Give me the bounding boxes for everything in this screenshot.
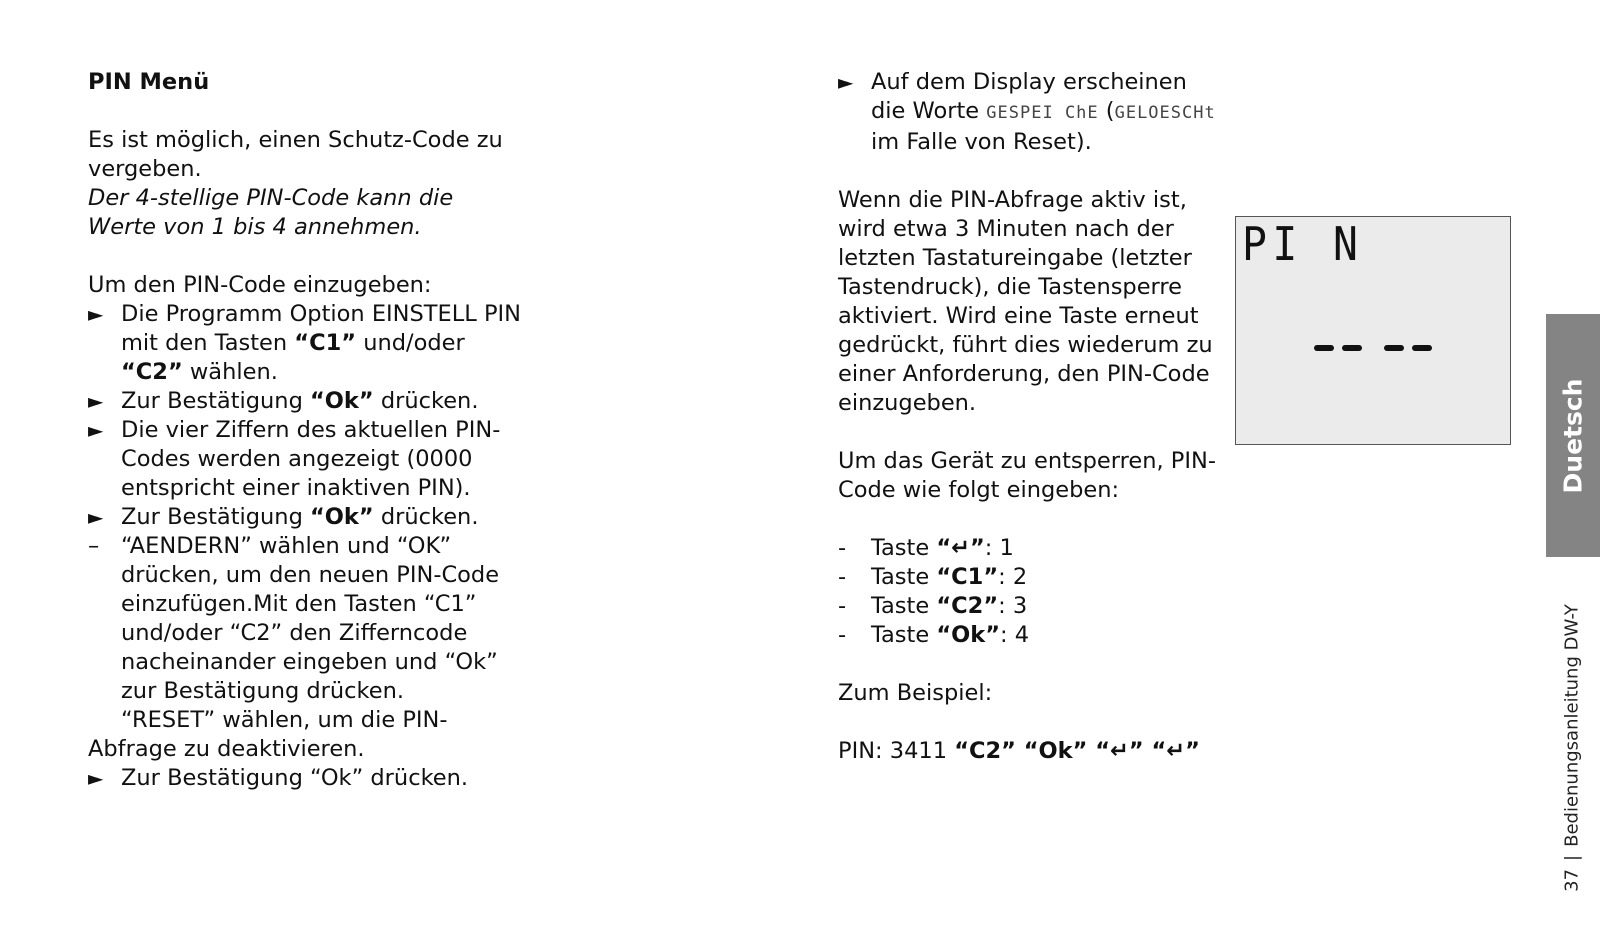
- key-list-item: - Taste “C2”: 3: [838, 593, 1028, 619]
- arrow-icon: ►: [88, 418, 104, 442]
- page-number: 37: [1561, 868, 1583, 892]
- list-item: ► Zur Bestätigung “Ok” drücken.: [88, 504, 479, 530]
- dash-marker: –: [88, 533, 100, 559]
- list-item: ► Auf dem Display erscheinen die Worte GESPEI ChE (GELOESCHt im Falle von Reset).: [838, 69, 1216, 155]
- example-label: Zum Beispiel:: [838, 680, 993, 706]
- intro-text: Es ist möglich, einen Schutz-Code zu vergeben.: [88, 127, 503, 182]
- left-column: [88, 68, 528, 793]
- arrow-icon: ►: [88, 505, 104, 529]
- page-footer: [1548, 593, 1596, 903]
- language-tab-label: Duetsch: [1558, 378, 1588, 493]
- list-item: ► Die Programm Option EINSTELL PIN mit den Tasten “C1” und/oder “C2” wählen.: [88, 301, 522, 385]
- lock-paragraph: Wenn die PIN-Abfrage aktiv ist, wird etwa 3 Minuten nach der letzten Tastatureingabe (letzter Tastendruck), die Tastensperre aktiviert. Wird eine Taste erneut gedrückt, führt dies wiederum zu einer Anforderung, den PIN-Code einzugeben.: [838, 187, 1213, 416]
- key-list-item: - Taste “C1”: 2: [838, 564, 1028, 590]
- list-item: ► Zur Bestätigung “Ok” drücken.: [88, 388, 479, 414]
- intro-italic-text: Der 4-stellige PIN-Code kann die Werte von 1 bis 4 annehmen.: [88, 185, 454, 240]
- right-column: [838, 68, 1218, 766]
- manual-title: Bedienungsanleitung DW-Y: [1561, 604, 1583, 847]
- unlock-paragraph: Um das Gerät zu entsperren, PIN-Code wie folgt eingeben:: [838, 448, 1216, 503]
- section-title: PIN Menü: [88, 69, 210, 95]
- lcd-word-deleted: GELOESCHt: [1114, 103, 1216, 123]
- lcd-pin-text: PI N: [1242, 217, 1364, 271]
- arrow-icon: ►: [88, 766, 104, 790]
- list-item-continuation: Abfrage zu deaktivieren.: [88, 736, 365, 762]
- language-side-tab: [1546, 314, 1600, 557]
- example-pin: PIN: 3411 “C2” “Ok” “↵” “↵”: [838, 738, 1200, 764]
- key-list-item: - Taste “Ok”: 4: [838, 622, 1030, 648]
- list-item: – “AENDERN” wählen und “OK” drücken, um den neuen PIN-Code einzufügen.Mit den Tasten “C1” und/oder “C2” den Zifferncode nacheinander eingeben und “Ok” zur Bestätigung drücken. “RESET” wählen, um die PIN-: [88, 533, 500, 733]
- arrow-icon: ►: [88, 302, 104, 326]
- key-list-item: - Taste “↵”: 1: [838, 535, 1014, 561]
- lcd-display-panel: [1235, 216, 1511, 445]
- list-item: ► Die vier Ziffern des aktuellen PIN-Codes werden angezeigt (0000 entspricht einer inaktiven PIN).: [88, 417, 501, 501]
- list-item: ► Zur Bestätigung “Ok” drücken.: [88, 765, 469, 791]
- steps-lead: Um den PIN-Code einzugeben:: [88, 272, 432, 298]
- lcd-word-saved: GESPEI ChE: [986, 103, 1099, 123]
- lcd-pin-placeholder: [1314, 344, 1442, 352]
- arrow-icon: ►: [838, 70, 854, 94]
- arrow-icon: ►: [88, 389, 104, 413]
- footer-separator: |: [1561, 854, 1583, 861]
